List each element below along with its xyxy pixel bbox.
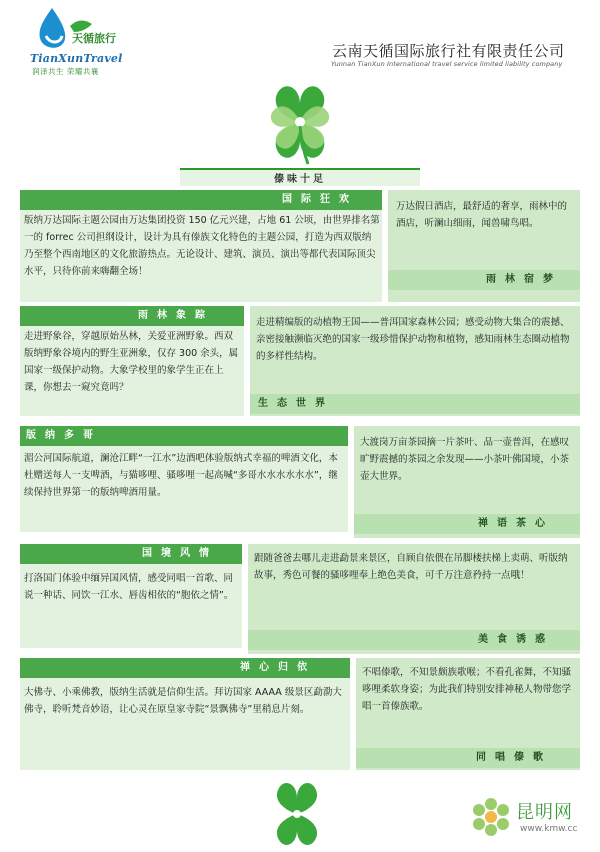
card-guoji-kuanghuan	[20, 190, 382, 302]
flower-footer-icon	[470, 796, 512, 838]
section-heading: 雨林宿梦	[388, 270, 580, 290]
section-text: 跟随爸爸去哪儿走进勐景来景区，自顾自依偎在吊脚楼扶梯上卖萌、听版纳故事，秀色可餐的骚哆哩奉上绝色美食，可千万注意矜持一点哦！	[254, 553, 568, 581]
company-english-name: Yunnan TianXun International travel service limited liability company	[331, 60, 563, 68]
section-text: 不唱傣歌，不知景颇族歌喉；不看孔雀舞，不知骚哆哩柔软身姿；为此我们特别安排神秘人物带您学唱一首傣族歌。	[362, 667, 572, 712]
brand-slogan: 润泽共生 荣耀共襄	[32, 67, 99, 76]
section-heading: 同唱傣歌	[356, 748, 580, 768]
bottom-clover-emblem	[252, 774, 342, 848]
section-text: 万达假日酒店，最舒适的奢享，雨林中的酒店，听澜山细雨，闻兽啸鸟唱。	[396, 201, 568, 229]
flower-footer-logo	[470, 796, 512, 838]
section-text: 打洛国门体验中缅异国风情，感受同唱一首歌、同说一种话、同饮一江水、唇齿相依的“胞依之情”。	[24, 573, 234, 601]
section-text: 走进精编版的动植物王国——普洱国家森林公园；感受动物大集合的震撼、亲密接触濒临灭绝的国家一级珍惜保护动物和植物，感知雨林生态圈动植物的多样性结构。	[256, 317, 570, 362]
footer-url: www.kmw.cc	[520, 824, 578, 834]
card-banna-duoge	[20, 426, 348, 532]
clover-emblem-icon	[252, 774, 342, 848]
card-yulin-sumeng	[388, 190, 580, 302]
page-title: 傣味十足	[274, 174, 326, 185]
section-text: 湄公河国际航道，澜沧江畔“一江水”边酒吧体验版纳式幸福的啤酒文化，本杜赠送每人一支啤酒，与猫哆哩、骚哆哩一起高喊“多哥水水水水水水”，继续保持世界第一的版纳啤酒用量。	[24, 453, 338, 498]
company-name: 云南天循国际旅行社有限责任公司	[332, 42, 565, 60]
section-heading: 美食诱惑	[248, 630, 580, 650]
card-shengtai-shijie	[250, 306, 580, 416]
section-heading: 国际狂欢	[20, 190, 382, 210]
card-chanxin-guiyi	[20, 658, 350, 770]
clover-emblem-icon	[244, 78, 356, 166]
card-yulin-xiangzong	[20, 306, 244, 416]
brand-logo-text: 天循旅行	[72, 32, 116, 45]
brand-english-name: TianXunTravel	[30, 52, 123, 65]
section-heading: 生态世界	[250, 394, 580, 414]
section-text: 版纳万达国际主题公园由万达集团投资 150 亿元兴建，占地 61 公顷，由世界排名第一的 forrec 公司担纲设计，设计为具有傣族文化特色的主题公园，打造为西双版纳乃至整个西南地区的文化旅游热点。无论设计、建筑、演员、演出等都代表国际顶尖水平，只待你前来嗨翻全场！	[24, 215, 380, 277]
clover-emblem	[244, 78, 356, 166]
section-heading: 雨林象踪	[20, 306, 244, 326]
section-text: 大渡岗万亩茶园摘一片茶叶、品一壶普洱，在感叹旷野震撼的茶园之余发现——小茶叶佛国境，小茶壶大世界。	[360, 437, 570, 482]
section-heading: 版纳多哥	[20, 426, 348, 446]
card-tongchang-daige	[356, 658, 580, 770]
section-heading: 禅心归依	[20, 658, 350, 678]
section-text: 走进野象谷，穿越原始丛林，关爱亚洲野象。西双版纳野象谷境内的野生亚洲象，仅存 300 余头，属国家一级保护动物。大象学校里的象学生正在上课，你想去一窥究竟吗？	[24, 331, 239, 393]
footer-brand: 昆明网	[516, 802, 573, 823]
section-heading: 国境风情	[20, 544, 242, 564]
card-guojing-fengqing	[20, 544, 242, 648]
section-heading: 禅语茶心	[354, 514, 580, 534]
card-chanyu-chaxin	[354, 426, 580, 538]
section-text: 大佛寺、小乘佛教，版纳生活就是信仰生活。拜访国家 AAAA 级景区勐泐大佛寺，聆听梵音妙语，让心灵在原皇家寺院“景飘佛寺”里稍息片刻。	[24, 687, 342, 715]
card-meishi-youhuo	[248, 544, 580, 654]
